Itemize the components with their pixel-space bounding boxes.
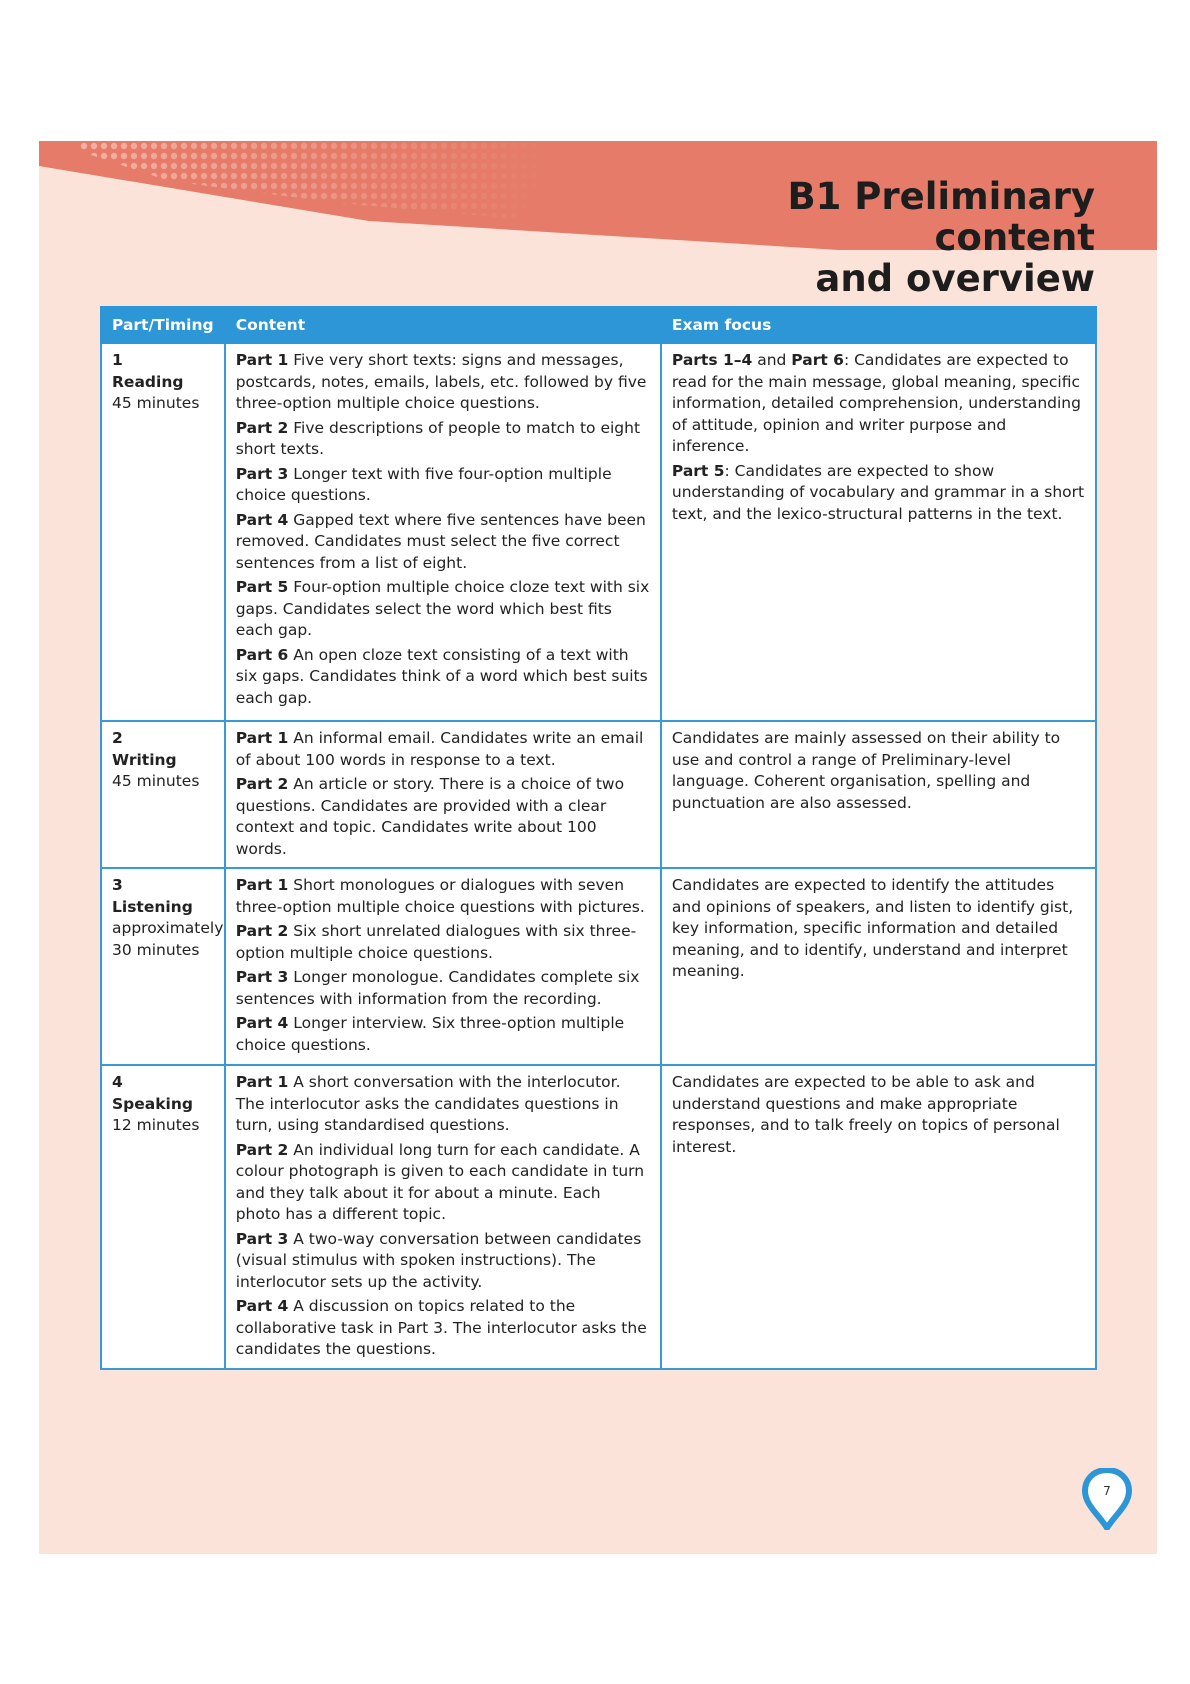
focus-text: : Candidates are expected to show understanding of vocabulary and grammar in a short text, and the lexico-structural patterns in the text.: [671, 461, 1085, 523]
part-time: 45 minutes: [112, 394, 200, 412]
part-number: 2: [112, 729, 123, 747]
content-item: [236, 1013, 650, 1056]
page-title-line-1: B1 Preliminary content: [787, 175, 1095, 259]
part-label: Part 3: [235, 1229, 289, 1248]
part-name: Speaking: [112, 1094, 193, 1113]
exam-focus-cell: [661, 1065, 1096, 1369]
table-row: [101, 868, 1096, 1065]
content-item: [236, 1229, 650, 1294]
content-text: An article or story. There is a choice of two questions. Candidates are provided with a clear context and topic. Candidates write about 100 words.: [235, 775, 625, 858]
page-title: [635, 176, 1095, 299]
focus-item: [672, 728, 1085, 814]
focus-text: Candidates are expected to identify the attitudes and opinions of speakers, and listen to identify gist, key information, specific information and detailed meaning, and to identify, understand and interpret meaning.: [671, 876, 1074, 980]
content-text: Short monologues or dialogues with seven three-option multiple choice questions with pictures.: [235, 876, 645, 916]
content-text: Five descriptions of people to match to eight short texts.: [235, 418, 641, 458]
content-text: An individual long turn for each candidate. A colour photograph is given to each candidate in turn and they talk about it for about a minute. Each photo has a different topic.: [235, 1140, 645, 1223]
overview-table: [100, 306, 1097, 1370]
content-item: [236, 577, 650, 642]
content-cell: [225, 868, 661, 1065]
focus-text: Candidates are expected to be able to ask and understand questions and make appropriate responses, and to talk freely on topics of personal interest.: [671, 1073, 1060, 1156]
content-text: Five very short texts: signs and messages, postcards, notes, emails, labels, etc. followed by five three-option multiple choice questions.: [235, 351, 647, 412]
content-item: [236, 1296, 650, 1361]
content-text: Four-option multiple choice cloze text with six gaps. Candidates select the word which best fits each gap.: [235, 578, 650, 639]
content-text: A two-way conversation between candidates (visual stimulus with spoken instructions). The interlocutor sets up the activity.: [235, 1229, 642, 1291]
part-label: Part 4: [235, 1297, 289, 1315]
content-text: An informal email. Candidates write an email of about 100 words in response to a text.: [235, 729, 644, 769]
page-title-line-2: and overview: [815, 257, 1095, 300]
part-label: Part 1: [235, 1073, 289, 1091]
content-item: [236, 510, 650, 575]
page-number-badge: [1082, 1468, 1146, 1538]
focus-connector: and: [752, 351, 792, 369]
part-label: Part 1: [235, 729, 289, 747]
content-item: [236, 418, 650, 461]
part-label: Part 5: [671, 461, 725, 480]
table-row: [101, 343, 1096, 721]
content-item: [236, 728, 650, 771]
content-item: [236, 1140, 650, 1226]
part-name: Reading: [112, 372, 184, 391]
part-label: Part 1: [235, 876, 289, 894]
content-text: Longer monologue. Candidates complete six sentences with information from the recording.: [235, 968, 640, 1008]
content-item: [236, 774, 650, 860]
part-label: Part 4: [235, 1014, 289, 1032]
content-text: A short conversation with the interlocutor. The interlocutor asks the candidates questions in turn, using standardised questions.: [235, 1073, 621, 1134]
content-item: [236, 350, 650, 415]
part-timing-cell: [101, 721, 225, 868]
header-exam-focus: Exam focus: [661, 307, 1096, 343]
content-text: Longer text with five four-option multiple choice questions.: [235, 464, 612, 504]
part-label: Part 2: [235, 1140, 289, 1159]
content-item: [236, 875, 650, 918]
location-pin-icon: [1082, 1468, 1132, 1530]
content-text: Longer interview. Six three-option multiple choice questions.: [235, 1014, 625, 1054]
page-panel: [39, 141, 1157, 1554]
exam-focus-cell: [661, 721, 1096, 868]
content-text: Gapped text where five sentences have been removed. Candidates must select the five correct sentences from a list of eight.: [235, 510, 646, 572]
part-label: Parts 1–4: [671, 351, 753, 369]
content-cell: [225, 1065, 661, 1369]
content-text: An open cloze text consisting of a text with six gaps. Candidates think of a word which best suits each gap.: [235, 645, 648, 707]
part-timing-cell: [101, 343, 225, 721]
page-number: 7: [1103, 1484, 1111, 1498]
exam-focus-cell: [661, 868, 1096, 1065]
part-time: approximately 30 minutes: [112, 919, 224, 959]
focus-item: [672, 1072, 1085, 1158]
focus-item: [672, 350, 1085, 458]
part-label: Part 6: [791, 351, 844, 369]
table-row: [101, 721, 1096, 868]
content-item: [236, 464, 650, 507]
content-cell: [225, 343, 661, 721]
part-label: Part 5: [235, 578, 289, 596]
focus-text: : Candidates are expected to read for the main message, global meaning, specific information, detailed comprehension, understanding of attitude, opinion and writer purpose and inference.: [671, 351, 1081, 455]
content-cell: [225, 721, 661, 868]
content-item: [236, 645, 650, 710]
content-item: [236, 921, 650, 964]
part-time: 45 minutes: [112, 772, 200, 790]
focus-item: [672, 875, 1085, 983]
part-number: 4: [112, 1073, 123, 1091]
part-label: Part 1: [235, 351, 289, 369]
content-item: [236, 967, 650, 1010]
part-time: 12 minutes: [112, 1116, 200, 1134]
focus-item: [672, 461, 1085, 526]
part-label: Part 6: [235, 645, 289, 664]
part-label: Part 3: [235, 464, 289, 483]
part-name: Listening: [112, 897, 193, 916]
table-row: [101, 1065, 1096, 1369]
content-text: Six short unrelated dialogues with six three-option multiple choice questions.: [235, 922, 637, 962]
content-item: [236, 1072, 650, 1137]
part-timing-cell: [101, 868, 225, 1065]
header-content: Content: [225, 307, 661, 343]
exam-focus-cell: [661, 343, 1096, 721]
part-number: 3: [112, 876, 123, 894]
header-part-timing: Part/Timing: [101, 307, 225, 343]
part-timing-cell: [101, 1065, 225, 1369]
part-label: Part 4: [235, 510, 289, 529]
part-label: Part 2: [235, 418, 289, 437]
part-number: 1: [112, 351, 123, 369]
part-name: Writing: [112, 750, 177, 769]
part-label: Part 3: [235, 968, 289, 986]
part-label: Part 2: [235, 775, 289, 793]
focus-text: Candidates are mainly assessed on their ability to use and control a range of Preliminary-level language. Coherent organisation, spelling and punctuation are also assessed.: [671, 729, 1061, 812]
part-label: Part 2: [235, 922, 289, 940]
content-text: A discussion on topics related to the collaborative task in Part 3. The interlocutor asks the candidates the questions.: [235, 1297, 647, 1358]
table-header-row: [101, 307, 1096, 343]
